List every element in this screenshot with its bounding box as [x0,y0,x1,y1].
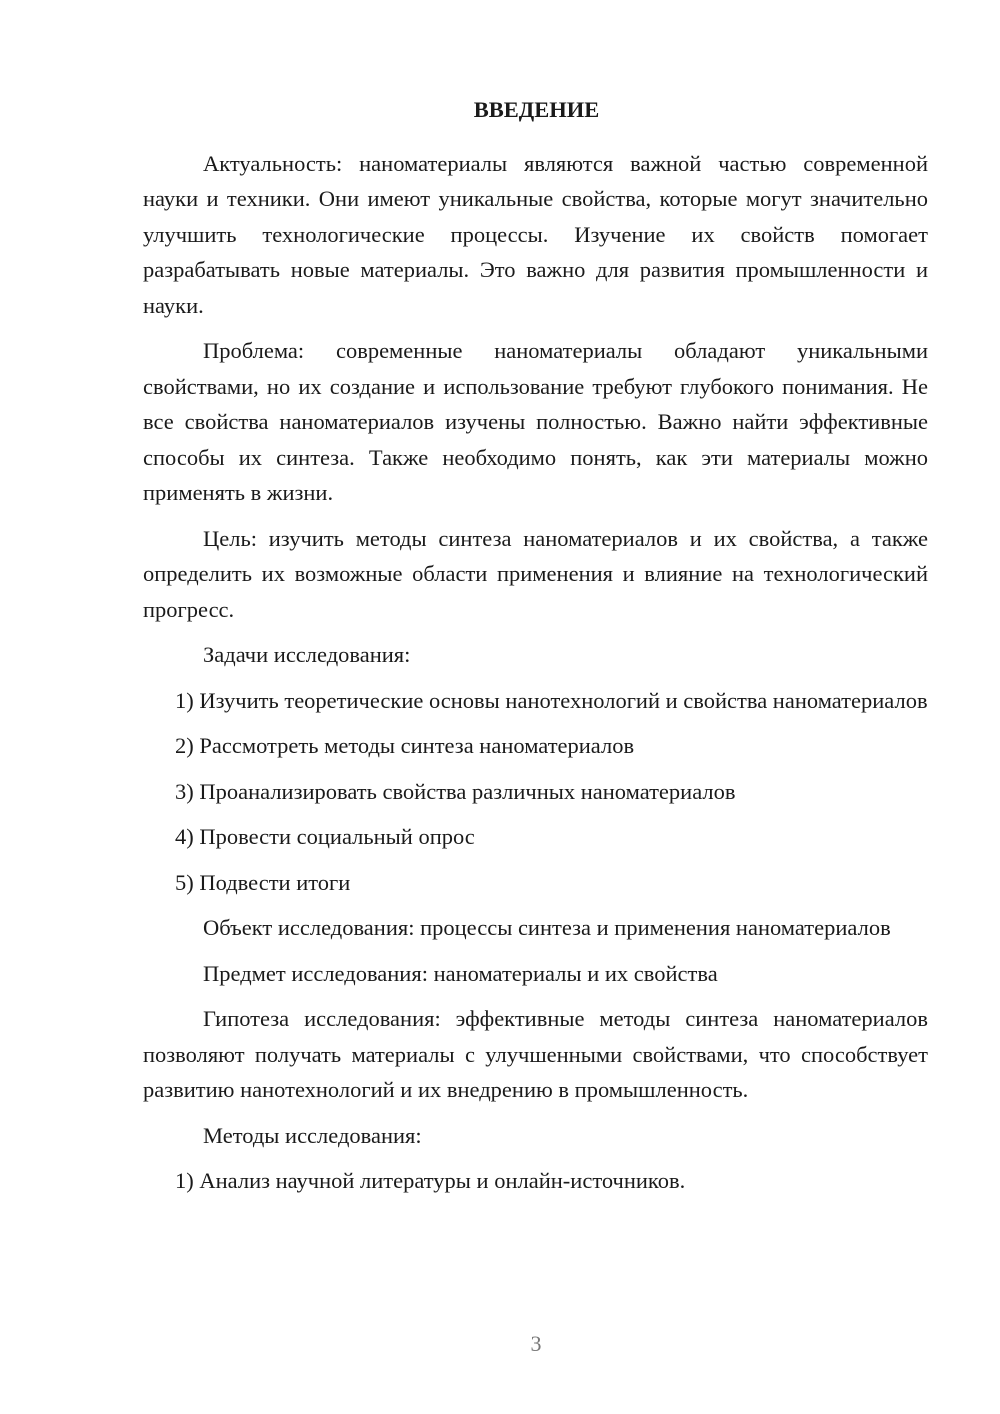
subject-paragraph: Предмет исследования: наноматериалы и их свойства [203,960,718,986]
methods-heading: Методы исследования: [203,1122,422,1148]
task-item-4: 4) Провести социальный опрос [175,824,475,849]
problem-paragraph: Проблема: современные наноматериалы обладают уникальными свойствами, но их создание и использование требуют глубокого понимания. Не все свойства наноматериалов изучены полностью. Важно найти эффективные способы их синтеза. Также необходимо понять, как эти материалы можно применять в жизни. [143,338,928,505]
page-number: 3 [530,1331,542,1356]
relevance-paragraph: Актуальность: наноматериалы являются важной частью современной науки и техники. Они имеют уникальные свойства, которые могут значительно улучшить технологические процессы. Изучение их свойств помогает разрабатывать новые материалы. Это важно для развития промышленности и науки. [143,150,928,318]
task-item-1: 1) Изучить теоретические основы нанотехнологий и свойства наноматериалов [175,687,928,713]
document-body [143,92,928,1209]
task-item-5: 5) Подвести итоги [175,869,351,895]
task-item-3: 3) Проанализировать свойства различных наноматериалов [175,778,736,804]
method-item-1: 1) Анализ научной литературы и онлайн-источников. [175,1168,686,1193]
object-paragraph: Объект исследования: процессы синтеза и применения наноматериалов [203,915,891,940]
goal-paragraph: Цель: изучить методы синтеза наноматериалов и их свойства, а также определить их возможные области применения и влияние на технологический прогресс. [143,525,928,622]
tasks-heading: Задачи исследования: [203,642,411,667]
hypothesis-paragraph: Гипотеза исследования: эффективные методы синтеза наноматериалов позволяют получать материалы с улучшенными свойствами, что способствует развитию нанотехнологий и их внедрению в промышленность. [143,1006,928,1102]
task-item-2: 2) Рассмотреть методы синтеза наноматериалов [175,733,635,758]
section-title: ВВЕДЕНИЕ [473,97,600,122]
